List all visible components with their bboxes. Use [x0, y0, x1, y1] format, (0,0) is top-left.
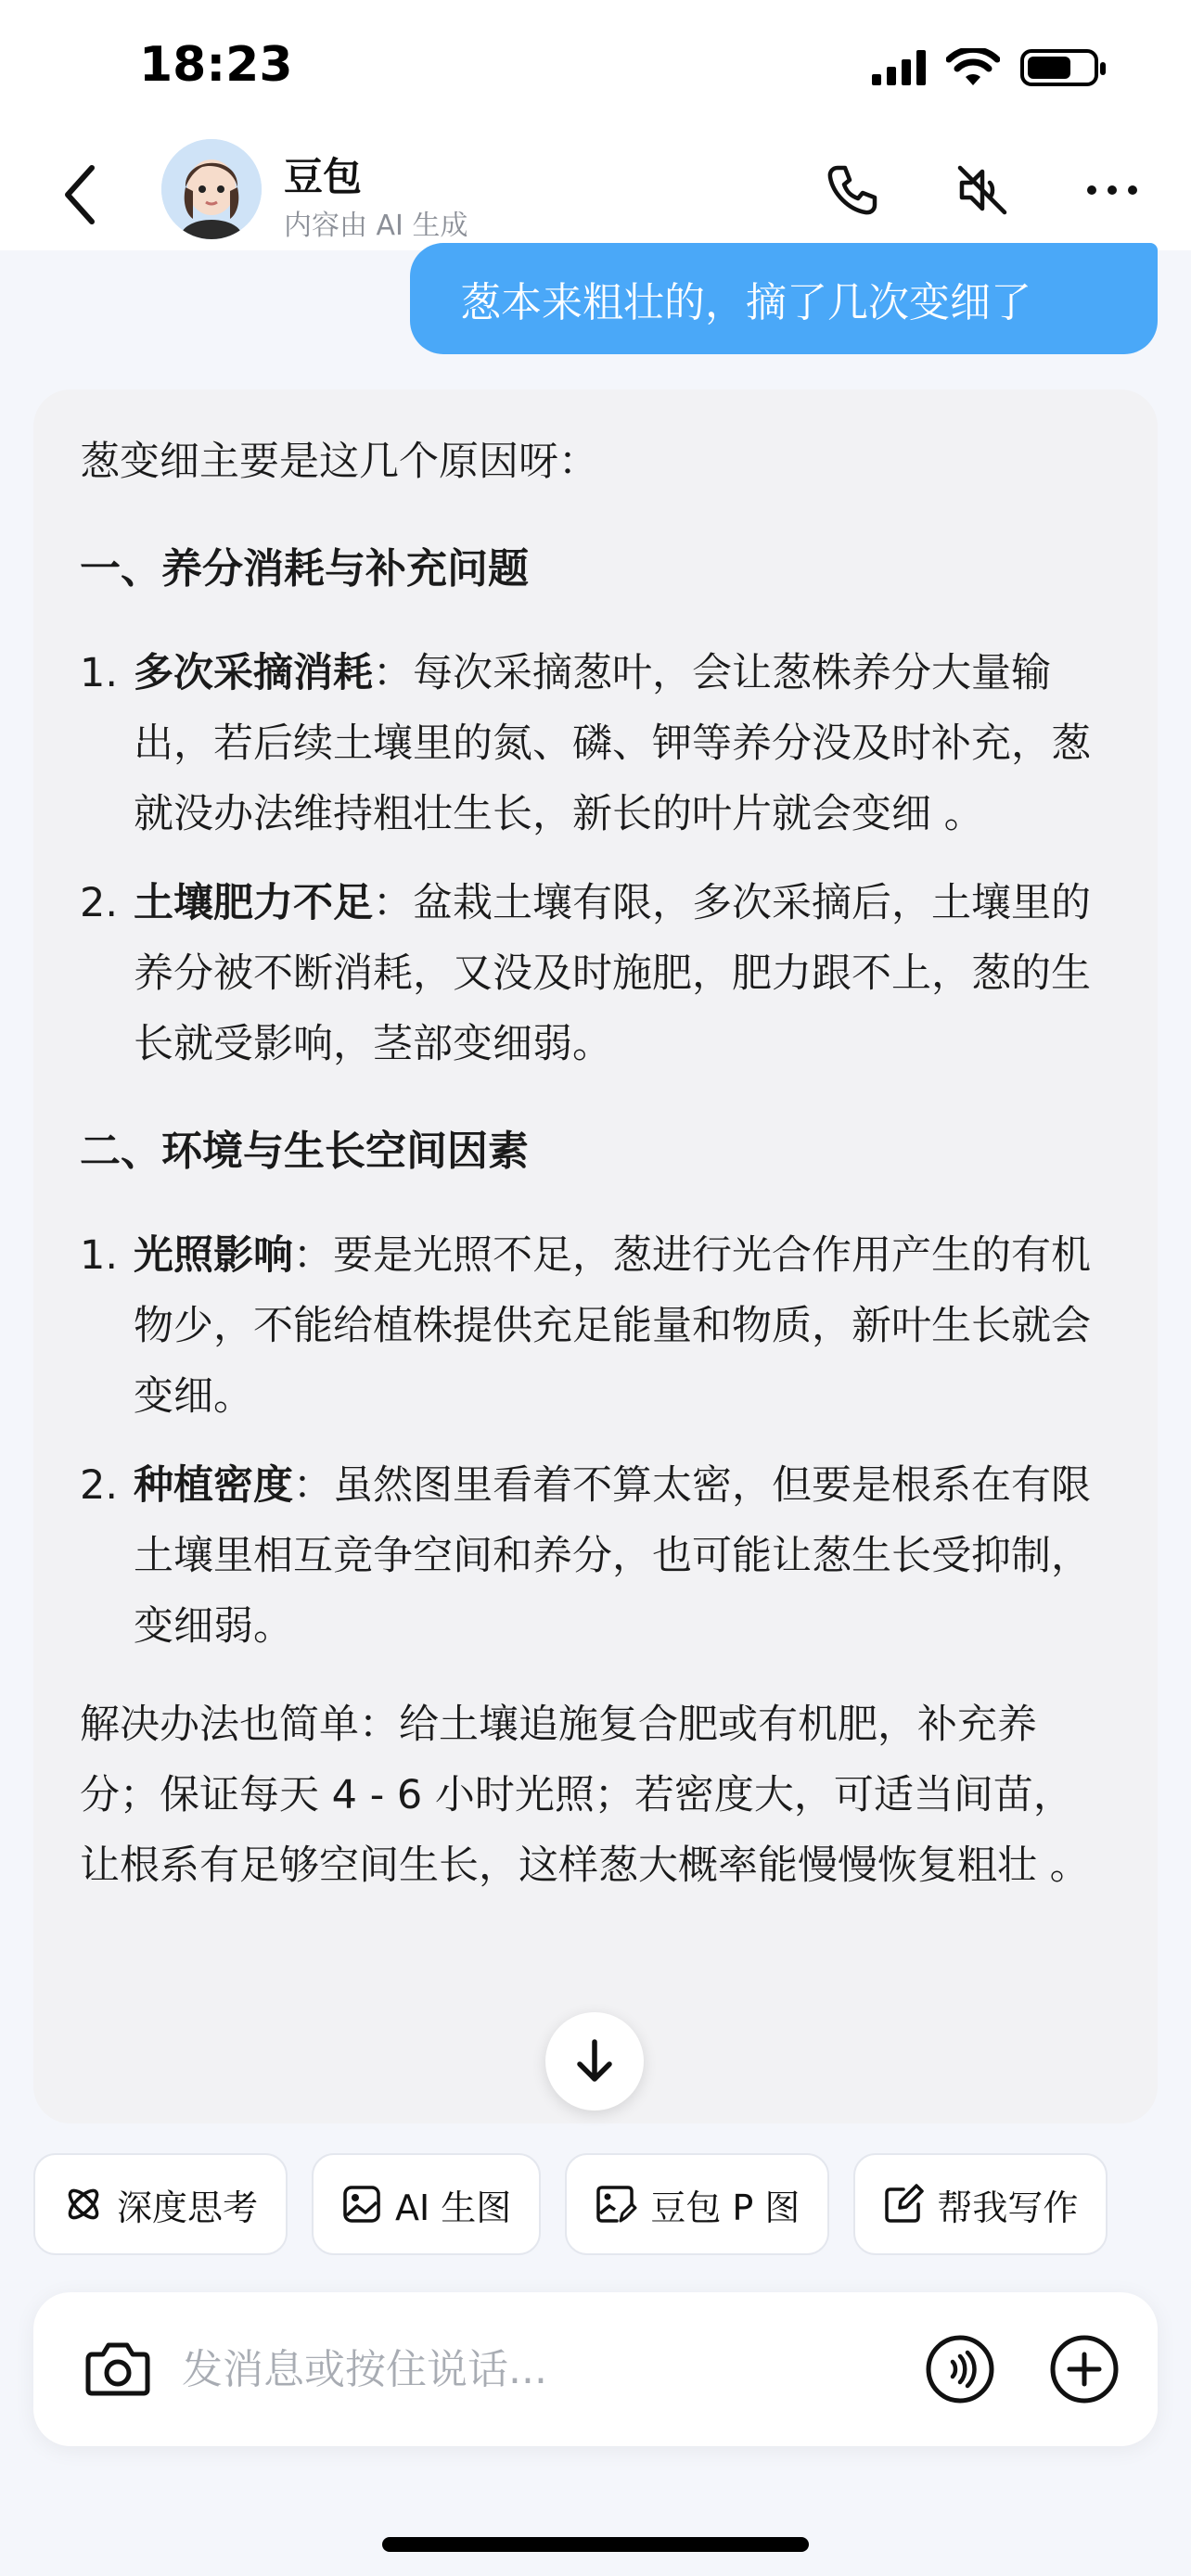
- mute-button[interactable]: [950, 158, 1015, 223]
- image-icon: [341, 2184, 382, 2225]
- section-heading: 一、养分消耗与补充问题: [80, 545, 529, 593]
- list-item: [80, 1220, 1111, 1432]
- chip-label: 深度思考: [117, 2187, 259, 2228]
- answer-conclusion: 解决办法也简单：给土壤追施复合肥或有机肥，补充养分；保证每天 4 - 6 小时光照；若密度大，可适当间苗，让根系有足够空间生长，这样葱大概率能慢慢恢复粗壮 。: [80, 1702, 1090, 1889]
- chip-label: AI 生图: [395, 2187, 512, 2228]
- more-dots-icon: [1084, 181, 1140, 199]
- chevron-left-icon: [60, 162, 97, 227]
- list-item: [80, 638, 1111, 849]
- chip-writing[interactable]: [853, 2153, 1108, 2255]
- phone-icon: [825, 162, 880, 218]
- list-number: 2.: [80, 880, 119, 926]
- header-actions: [820, 158, 1145, 223]
- user-message-text: 葱本来粗壮的，摘了几次变细了: [460, 279, 1031, 326]
- answer-intro: 葱变细主要是这几个原因呀：: [80, 439, 598, 485]
- ai-generated-notice: 内容由 AI 生成: [284, 210, 468, 242]
- cellular-signal-icon: [872, 50, 926, 85]
- speaker-muted-icon: [954, 162, 1010, 218]
- section-heading: 二、环境与生长空间因素: [80, 1128, 529, 1175]
- plus-circle-icon: [1049, 2334, 1120, 2404]
- scroll-to-bottom-button[interactable]: [545, 2012, 644, 2111]
- user-message-bubble[interactable]: [410, 243, 1158, 354]
- home-indicator: [382, 2537, 809, 2552]
- list-item-title: 种植密度: [134, 1462, 293, 1509]
- list-number: 2.: [80, 1462, 119, 1509]
- camera-button[interactable]: [74, 2326, 161, 2413]
- list-item-text: ：盆栽土壤有限，多次采摘后，土壤里的养分被不断消耗，又没及时施肥，肥力跟不上，葱的生长就受影响，茎部变细弱。: [134, 880, 1091, 1067]
- camera-icon: [84, 2340, 151, 2399]
- status-time: 18:23: [139, 37, 293, 93]
- list-item: [80, 868, 1111, 1079]
- list-item: [80, 1450, 1111, 1662]
- more-button[interactable]: [1080, 158, 1145, 223]
- list-number: 1.: [80, 1232, 119, 1279]
- list-item-text: ：虽然图里看着不算太密，但要是根系在有限土壤里相互竞争空间和养分，也可能让葱生长受抑制，变细弱。: [134, 1462, 1091, 1650]
- chip-label: 豆包 P 图: [650, 2187, 800, 2228]
- chip-label: 帮我写作: [937, 2187, 1079, 2228]
- arrow-down-icon: [574, 2038, 615, 2085]
- back-button[interactable]: [46, 158, 111, 232]
- edit-image-icon: [595, 2184, 637, 2225]
- list-number: 1.: [80, 650, 119, 696]
- status-icons: [872, 48, 1098, 87]
- list-item-title: 土壤肥力不足: [134, 880, 373, 926]
- bot-avatar-icon: [161, 139, 262, 239]
- add-attachment-button[interactable]: [1044, 2329, 1124, 2409]
- chip-photo-edit[interactable]: [565, 2153, 829, 2255]
- message-composer: [33, 2292, 1158, 2446]
- section-list: [80, 1220, 1111, 1662]
- bot-name: 豆包: [284, 154, 363, 199]
- voice-wave-icon: [925, 2334, 995, 2404]
- status-bar: [0, 0, 1191, 139]
- chip-ai-image[interactable]: [312, 2153, 541, 2255]
- assistant-message-card[interactable]: [33, 389, 1158, 2123]
- chip-deep-thinking[interactable]: [33, 2153, 288, 2255]
- battery-icon: [1020, 49, 1098, 86]
- call-button[interactable]: [820, 158, 885, 223]
- section-list: [80, 638, 1111, 1079]
- list-item-title: 多次采摘消耗: [134, 650, 373, 696]
- message-input[interactable]: [182, 2329, 905, 2409]
- quick-action-chips: [33, 2153, 1108, 2255]
- voice-call-button[interactable]: [920, 2329, 1000, 2409]
- list-item-text: ：要是光照不足，葱进行光合作用产生的有机物少，不能给植株提供充足能量和物质，新叶生长就会变细。: [134, 1232, 1091, 1420]
- list-item-title: 光照影响: [134, 1232, 293, 1279]
- atom-icon: [63, 2184, 104, 2225]
- chat-header: [0, 139, 1191, 250]
- avatar[interactable]: [161, 139, 262, 239]
- wifi-icon: [946, 48, 1000, 87]
- pen-square-icon: [883, 2184, 924, 2225]
- list-item-text: ：每次采摘葱叶，会让葱株养分大量输出，若后续土壤里的氮、磷、钾等养分没及时补充，葱就没办法维持粗壮生长，新长的叶片就会变细 。: [134, 650, 1091, 837]
